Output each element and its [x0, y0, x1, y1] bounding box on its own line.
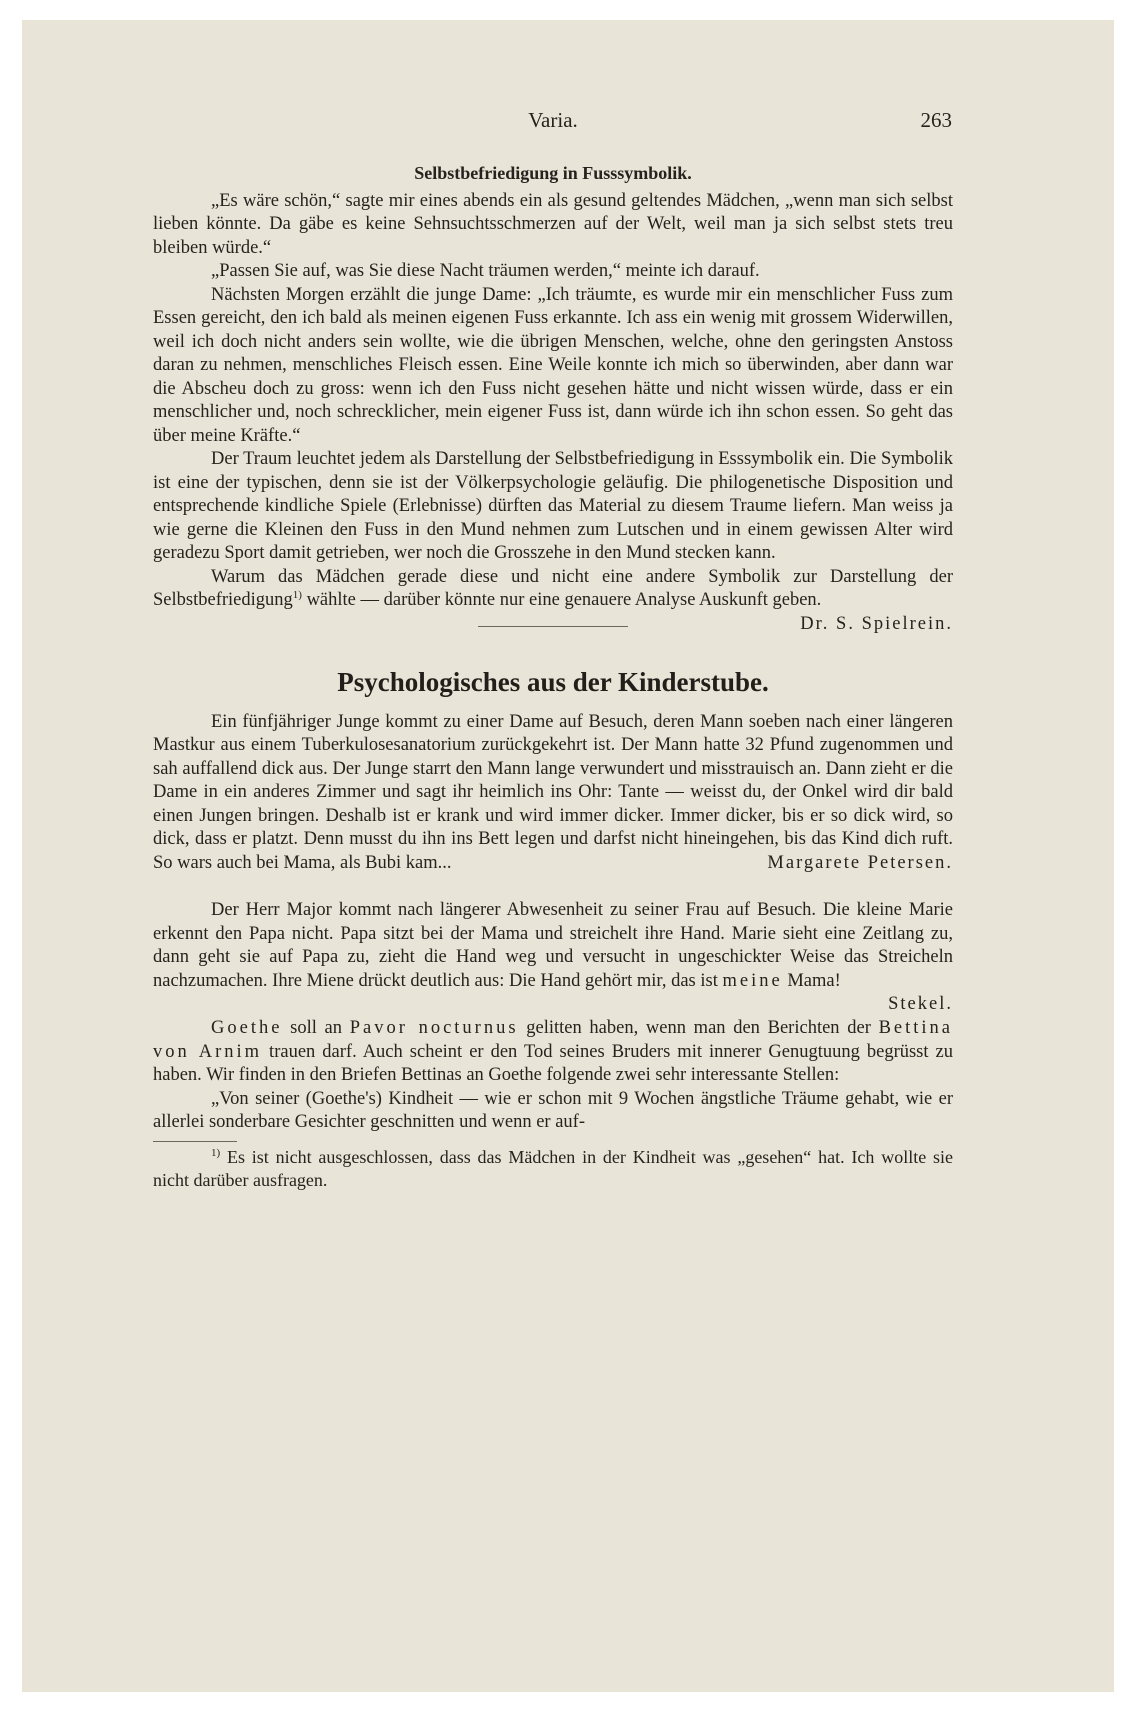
signature: Dr. S. Spielrein.: [800, 613, 953, 634]
paragraph: Der Traum leuchtet jedem als Darstellung der Selbstbefriedigung in Esssymbolik ein. Die Symbolik ist eine der typischen, denn sie ist der Völkerpsychologie geläufig. Die philogenetische Disposition und entsprechende kindliche Spiele (Erlebnisse) dürften das Material zu diesem Traume liefern. Man weiss ja wie gerne die Kleinen den Fuss in den Mund nehmen zum Lutschen und in einem gewissen Alter wird geradezu Sport damit getrieben, wer noch die Grosszehe in den Mund stecken kann.: [153, 449, 953, 563]
paragraph: Warum das Mädchen gerade diese und nicht eine andere Symbolik zur Darstellung der Selbstbefriedigung$^{1)}$ wählte — darüber könnte nur eine genauere Analyse Auskunft geben. Dr. S. Spielrein.: [153, 566, 953, 613]
page-number: 263: [920, 108, 952, 132]
section-heading: Selbstbefriedigung in Fusssymbolik.: [414, 163, 692, 183]
footnote: $^{1)}$ Es ist nicht ausgeschlossen, dass das Mädchen in der Kindheit was „gesehen“ hat. Ich wollte sie nicht darüber ausfragen.: [153, 1146, 953, 1190]
spacer: [153, 875, 953, 899]
paragraph: „Von seiner (Goethe's) Kindheit — wie er schon mit 9 Wochen ängstliche Träume gehabt, wie er allerlei sonderbare Gesichter geschnitten und wenn er auf-: [153, 1088, 953, 1132]
article-title: Psychologisches aus der Kinderstube.: [337, 666, 769, 697]
footnote-rule: [153, 1141, 237, 1142]
footnote-ref: 1): [292, 588, 302, 601]
paragraph: „Es wäre schön,“ sagte mir eines abends ein als gesund geltendes Mädchen, „wenn man sich selbst lieben könnte. Da gäbe es keine Sehnsuchtsschmerzen auf der Welt, weil man ja sich selbst stets treu bleiben würde.“: [153, 190, 953, 258]
section-divider: [478, 626, 628, 627]
signature: Stekel.: [888, 994, 953, 1014]
emphasis: Bettina von Arnim: [153, 1018, 953, 1062]
running-header: [154, 108, 952, 138]
footnote-marker: 1): [211, 1146, 221, 1159]
paragraph: Der Herr Major kommt nach längerer Abwesenheit zu seiner Frau auf Besuch. Die kleine Marie erkennt den Papa nicht. Papa sitzt bei der Mama und streichelt ihre Hand. Marie sieht eine Zeitlang zu, dann geht sie auf Papa zu, zieht die Hand weg und versucht in ungeschickter Weise das Streicheln nachzumachen. Ihre Miene drückt deutlich aus: Die Hand gehört mir, das ist meine Mama! Stekel.: [153, 899, 953, 993]
emphasis: Goethe: [211, 1018, 283, 1038]
emphasis: Pavor nocturnus: [349, 1018, 519, 1038]
paragraph: Goethe soll an Pavor nocturnus gelitten haben, wenn man den Berichten der Bettina von Arnim trauen darf. Auch scheint er den Tod seines Bruders mit innerer Genugtuung begrüsst zu haben. Wir finden in den Briefen Bettinas an Goethe folgende zwei sehr interessante Stellen:: [153, 1018, 953, 1085]
paragraph: Ein fünfjähriger Junge kommt zu einer Dame auf Besuch, deren Mann soeben nach einer längeren Mastkur aus einem Tuberkulosesanatorium zurückgekehrt ist. Der Mann hatte 32 Pfund zugenommen und sah auffallend dick aus. Der Junge starrt den Mann lange verwundert und misstrauisch an. Dann zieht er die Dame in ein anderes Zimmer und sagt ihr heimlich ins Ohr: Tante — weisst du, der Onkel wird dir bald einen Jungen bringen. Deshalb ist er krank und wird immer dicker. Immer dicker, bis er so dick wird, so dick, dass er platzt. Denn musst du ihn ins Bett legen und darfst nicht hineingehen, bis das Kind dich ruft. So wars auch bei Mama, als Bubi kam... Margarete Petersen.: [153, 711, 953, 876]
paragraph: Nächsten Morgen erzählt die junge Dame: „Ich träumte, es wurde mir ein menschlicher Fuss zum Essen gereicht, den ich bald als meinen eigenen Fuss erkannte. Ich ass ein wenig mit grossem Widerwillen, weil ich doch nicht anders sein wollte, wie die übrigen Menschen, welche, ohne den geringsten Anstoss daran zu nehmen, menschliches Fleisch essen. Eine Weile konnte ich mich so überwinden, aber dann war die Abscheu doch zu gross: wenn ich den Fuss nicht gesehen hätte und nicht wissen würde, dass er ein menschlicher und, noch schrecklicher, mein eigener Fuss ist, dann würde ich ihn schon essen. So geht das über meine Kräfte.“: [153, 284, 953, 446]
page-body: [153, 162, 953, 1193]
page: [22, 20, 1114, 1692]
signature: Margarete Petersen.: [767, 852, 953, 873]
paragraph: „Passen Sie auf, was Sie diese Nacht träumen werden,“ meinte ich darauf.: [211, 261, 760, 281]
running-title: Varia.: [528, 108, 578, 132]
emphasis: meine: [722, 970, 783, 991]
